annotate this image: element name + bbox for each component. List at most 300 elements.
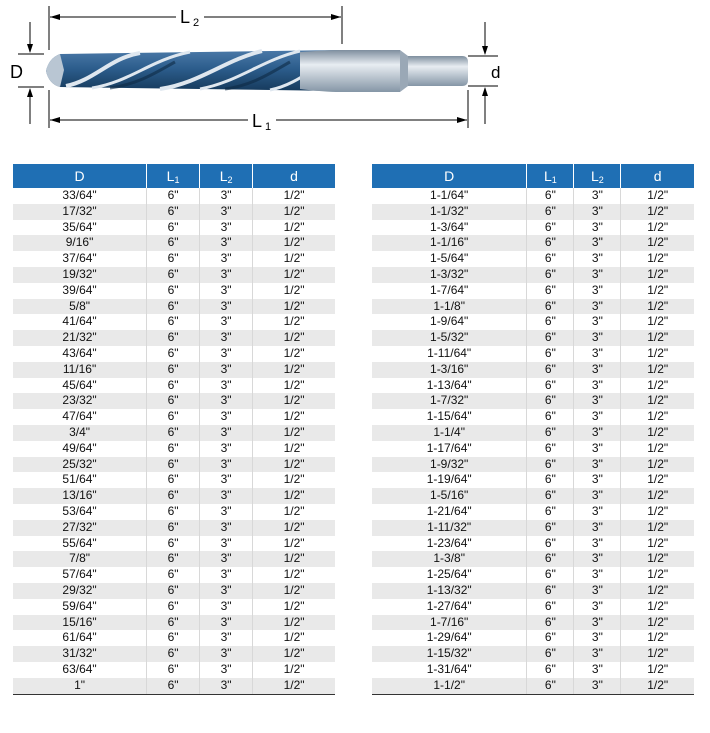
d-label: D bbox=[10, 62, 23, 82]
table-cell: 6" bbox=[147, 567, 200, 583]
table-cell: 3" bbox=[574, 472, 621, 488]
table-cell: 1/2" bbox=[621, 330, 694, 346]
table-cell: 3" bbox=[574, 662, 621, 678]
table-cell: 6" bbox=[147, 346, 200, 362]
table-cell: 6" bbox=[147, 251, 200, 267]
table-row bbox=[372, 330, 694, 346]
table-cell: 1-1/8" bbox=[372, 299, 527, 315]
table-row bbox=[13, 425, 335, 441]
table-cell: 1/2" bbox=[253, 314, 335, 330]
table-cell: 1/2" bbox=[621, 346, 694, 362]
table-cell: 11/16" bbox=[13, 362, 147, 378]
table-cell: 3" bbox=[200, 267, 253, 283]
table-cell: 3" bbox=[200, 251, 253, 267]
table-cell: 6" bbox=[147, 551, 200, 567]
table-row bbox=[13, 393, 335, 409]
d-small-label: d bbox=[491, 63, 501, 82]
table-cell: 1/2" bbox=[621, 567, 694, 583]
table-cell: 6" bbox=[527, 646, 574, 662]
table-cell: 1/2" bbox=[621, 615, 694, 631]
table-cell: 6" bbox=[147, 425, 200, 441]
table-cell: 3" bbox=[574, 267, 621, 283]
table-row bbox=[13, 220, 335, 236]
table-cell: 1-13/64" bbox=[372, 378, 527, 394]
table-cell: 6" bbox=[147, 520, 200, 536]
table-cell: 1/2" bbox=[621, 362, 694, 378]
table-cell: 3" bbox=[574, 330, 621, 346]
table-row bbox=[13, 678, 335, 694]
table-cell: 6" bbox=[147, 220, 200, 236]
table-cell: 1/2" bbox=[253, 393, 335, 409]
table-cell: 1/2" bbox=[253, 520, 335, 536]
table-cell: 1/2" bbox=[621, 536, 694, 552]
table-cell: 3" bbox=[574, 393, 621, 409]
header-cell: $L_2$ bbox=[574, 164, 621, 188]
table-cell: 6" bbox=[147, 615, 200, 631]
table-cell: 1/2" bbox=[621, 409, 694, 425]
table-cell: 1/2" bbox=[253, 457, 335, 473]
table-cell: 15/16" bbox=[13, 615, 147, 631]
table-cell: 1-5/16" bbox=[372, 488, 527, 504]
table-cell: 6" bbox=[147, 409, 200, 425]
table-row bbox=[13, 662, 335, 678]
table-cell: 6" bbox=[527, 188, 574, 204]
table-cell: 3/4" bbox=[13, 425, 147, 441]
table-cell: 3" bbox=[200, 441, 253, 457]
table-cell: 1/2" bbox=[253, 488, 335, 504]
table-cell: 6" bbox=[527, 583, 574, 599]
table-row bbox=[13, 204, 335, 220]
table-cell: 6" bbox=[147, 188, 200, 204]
table-row bbox=[13, 346, 335, 362]
table-cell: 33/64" bbox=[13, 188, 147, 204]
table-cell: 3" bbox=[200, 220, 253, 236]
table-cell: 1-3/32" bbox=[372, 267, 527, 283]
table-cell: 1/2" bbox=[621, 599, 694, 615]
table-row bbox=[372, 235, 694, 251]
table-cell: 6" bbox=[527, 551, 574, 567]
dimensions-table-right bbox=[372, 164, 694, 695]
table-cell: 3" bbox=[200, 646, 253, 662]
table-cell: 3" bbox=[200, 536, 253, 552]
table-cell: 43/64" bbox=[13, 346, 147, 362]
table-row bbox=[372, 567, 694, 583]
d-dimension-right bbox=[468, 22, 500, 124]
table-cell: 17/32" bbox=[13, 204, 147, 220]
table-cell: 3" bbox=[574, 583, 621, 599]
table-cell: 1-7/16" bbox=[372, 615, 527, 631]
table-row bbox=[372, 425, 694, 441]
table-cell: 1/2" bbox=[621, 472, 694, 488]
table-cell: 6" bbox=[147, 441, 200, 457]
table-cell: 1/2" bbox=[253, 204, 335, 220]
table-row bbox=[372, 536, 694, 552]
table-row bbox=[13, 583, 335, 599]
table-cell: 41/64" bbox=[13, 314, 147, 330]
table-cell: 1/2" bbox=[253, 409, 335, 425]
table-cell: 1/2" bbox=[253, 583, 335, 599]
table-cell: 6" bbox=[527, 267, 574, 283]
table-cell: 3" bbox=[574, 299, 621, 315]
table-cell: 1/2" bbox=[621, 583, 694, 599]
table-cell: 3" bbox=[574, 551, 621, 567]
table-row bbox=[372, 678, 694, 694]
table-cell: 1/2" bbox=[621, 504, 694, 520]
table-cell: 6" bbox=[527, 615, 574, 631]
table-cell: 1/2" bbox=[253, 551, 335, 567]
table-cell: 1/2" bbox=[621, 646, 694, 662]
table-header-row bbox=[13, 164, 335, 188]
table-cell: 3" bbox=[200, 362, 253, 378]
table-cell: 3" bbox=[574, 630, 621, 646]
table-row bbox=[372, 520, 694, 536]
table-cell: 6" bbox=[527, 314, 574, 330]
table-row bbox=[372, 615, 694, 631]
table-cell: 1-1/32" bbox=[372, 204, 527, 220]
table-cell: 1/2" bbox=[253, 536, 335, 552]
table-row bbox=[372, 488, 694, 504]
table-cell: 37/64" bbox=[13, 251, 147, 267]
table-row bbox=[372, 362, 694, 378]
table-row bbox=[372, 504, 694, 520]
table-cell: 6" bbox=[147, 330, 200, 346]
table-cell: 3" bbox=[574, 378, 621, 394]
drill-bit bbox=[46, 50, 468, 92]
header-cell: $L_2$ bbox=[200, 164, 253, 188]
table-cell: 47/64" bbox=[13, 409, 147, 425]
table-cell: 3" bbox=[200, 299, 253, 315]
table-row bbox=[13, 457, 335, 473]
table-row bbox=[372, 283, 694, 299]
table-cell: 3" bbox=[574, 504, 621, 520]
table-cell: 1/2" bbox=[253, 662, 335, 678]
table-cell: 6" bbox=[147, 678, 200, 694]
table-cell: 6" bbox=[147, 267, 200, 283]
table-row bbox=[372, 378, 694, 394]
table-cell: 7/8" bbox=[13, 551, 147, 567]
table-cell: 1-11/32" bbox=[372, 520, 527, 536]
table-row bbox=[13, 488, 335, 504]
table-row bbox=[372, 583, 694, 599]
table-cell: 1" bbox=[13, 678, 147, 694]
table-cell: 3" bbox=[200, 662, 253, 678]
table-cell: 3" bbox=[200, 457, 253, 473]
table-cell: 3" bbox=[574, 520, 621, 536]
table-cell: 1-1/16" bbox=[372, 235, 527, 251]
table-cell: 1/2" bbox=[253, 220, 335, 236]
drill-bit-diagram bbox=[0, 0, 710, 160]
table-cell: 6" bbox=[527, 504, 574, 520]
table-cell: 3" bbox=[574, 441, 621, 457]
table-cell: 29/32" bbox=[13, 583, 147, 599]
table-cell: 1/2" bbox=[253, 504, 335, 520]
table-cell: 6" bbox=[527, 299, 574, 315]
table-cell: 1-1/4" bbox=[372, 425, 527, 441]
table-cell: 6" bbox=[527, 283, 574, 299]
header-cell: d bbox=[621, 164, 694, 188]
table-cell: 3" bbox=[200, 520, 253, 536]
table-cell: 6" bbox=[527, 678, 574, 694]
table-cell: 6" bbox=[527, 441, 574, 457]
table-cell: 1/2" bbox=[621, 457, 694, 473]
table-cell: 1-15/32" bbox=[372, 646, 527, 662]
table-cell: 6" bbox=[527, 409, 574, 425]
table-row bbox=[13, 520, 335, 536]
table-cell: 6" bbox=[147, 299, 200, 315]
l2-label-sub: 2 bbox=[193, 17, 200, 29]
table-cell: 1/2" bbox=[253, 346, 335, 362]
table-row bbox=[372, 204, 694, 220]
table-cell: 1/2" bbox=[253, 378, 335, 394]
table-cell: 3" bbox=[574, 188, 621, 204]
table-cell: 3" bbox=[200, 472, 253, 488]
table-cell: 1-23/64" bbox=[372, 536, 527, 552]
table-cell: 3" bbox=[200, 425, 253, 441]
table-header-row bbox=[372, 164, 694, 188]
table-cell: 3" bbox=[200, 678, 253, 694]
table-cell: 1/2" bbox=[253, 472, 335, 488]
table-cell: 1-31/64" bbox=[372, 662, 527, 678]
table-cell: 3" bbox=[574, 409, 621, 425]
table-cell: 6" bbox=[147, 378, 200, 394]
table-cell: 1/2" bbox=[253, 299, 335, 315]
table-cell: 51/64" bbox=[13, 472, 147, 488]
table-cell: 3" bbox=[200, 204, 253, 220]
table-row bbox=[372, 409, 694, 425]
table-cell: 6" bbox=[147, 457, 200, 473]
l2-dimension bbox=[49, 6, 342, 50]
table-row bbox=[13, 299, 335, 315]
table-cell: 1/2" bbox=[253, 425, 335, 441]
table-cell: 3" bbox=[574, 678, 621, 694]
table-cell: 35/64" bbox=[13, 220, 147, 236]
table-cell: 19/32" bbox=[13, 267, 147, 283]
table-cell: 1-13/32" bbox=[372, 583, 527, 599]
table-cell: 6" bbox=[527, 235, 574, 251]
table-cell: 6" bbox=[147, 599, 200, 615]
table-cell: 6" bbox=[527, 204, 574, 220]
table-row bbox=[13, 567, 335, 583]
table-cell: 1-9/64" bbox=[372, 314, 527, 330]
table-cell: 6" bbox=[527, 599, 574, 615]
table-cell: 3" bbox=[574, 314, 621, 330]
table-row bbox=[13, 188, 335, 204]
table-row bbox=[13, 615, 335, 631]
table-row bbox=[13, 283, 335, 299]
table-row bbox=[372, 267, 694, 283]
table-cell: 3" bbox=[574, 536, 621, 552]
table-cell: 1/2" bbox=[253, 362, 335, 378]
table-cell: 6" bbox=[147, 630, 200, 646]
table-cell: 3" bbox=[574, 425, 621, 441]
table-cell: 6" bbox=[527, 520, 574, 536]
table-row bbox=[372, 393, 694, 409]
table-cell: 3" bbox=[200, 630, 253, 646]
table-cell: 1-29/64" bbox=[372, 630, 527, 646]
table-cell: 1/2" bbox=[253, 330, 335, 346]
header-cell: d bbox=[253, 164, 335, 188]
table-cell: 6" bbox=[527, 488, 574, 504]
table-row bbox=[372, 630, 694, 646]
table-cell: 3" bbox=[200, 551, 253, 567]
table-cell: 3" bbox=[574, 567, 621, 583]
table-row bbox=[372, 251, 694, 267]
table-cell: 1/2" bbox=[253, 678, 335, 694]
table-row bbox=[13, 504, 335, 520]
table-cell: 6" bbox=[147, 583, 200, 599]
table-row bbox=[13, 251, 335, 267]
table-cell: 6" bbox=[147, 314, 200, 330]
table-cell: 45/64" bbox=[13, 378, 147, 394]
table-cell: 6" bbox=[527, 425, 574, 441]
table-cell: 6" bbox=[147, 472, 200, 488]
table-row bbox=[372, 299, 694, 315]
table-cell: 1-3/64" bbox=[372, 220, 527, 236]
table-cell: 6" bbox=[527, 567, 574, 583]
table-row bbox=[13, 330, 335, 346]
table-cell: 9/16" bbox=[13, 235, 147, 251]
table-cell: 63/64" bbox=[13, 662, 147, 678]
l1-label-sub: 1 bbox=[265, 121, 272, 133]
table-cell: 6" bbox=[527, 251, 574, 267]
table-row bbox=[372, 314, 694, 330]
table-cell: 1/2" bbox=[621, 267, 694, 283]
table-cell: 1/2" bbox=[253, 235, 335, 251]
table-cell: 6" bbox=[527, 378, 574, 394]
table-cell: 1/2" bbox=[621, 551, 694, 567]
header-cell: D bbox=[372, 164, 527, 188]
table-cell: 6" bbox=[147, 488, 200, 504]
table-cell: 1/2" bbox=[621, 220, 694, 236]
table-cell: 3" bbox=[200, 378, 253, 394]
table-cell: 1-1/2" bbox=[372, 678, 527, 694]
table-cell: 1-21/64" bbox=[372, 504, 527, 520]
table-cell: 1/2" bbox=[621, 441, 694, 457]
table-cell: 1/2" bbox=[621, 314, 694, 330]
table-cell: 6" bbox=[147, 662, 200, 678]
table-cell: 3" bbox=[574, 204, 621, 220]
table-cell: 1/2" bbox=[253, 188, 335, 204]
table-cell: 6" bbox=[147, 393, 200, 409]
table-row bbox=[372, 599, 694, 615]
table-row bbox=[13, 630, 335, 646]
table-cell: 1-5/64" bbox=[372, 251, 527, 267]
table-cell: 3" bbox=[200, 393, 253, 409]
table-cell: 1/2" bbox=[621, 188, 694, 204]
dimensions-table-left bbox=[13, 164, 335, 695]
table-cell: 6" bbox=[147, 536, 200, 552]
table-row bbox=[372, 551, 694, 567]
table-cell: 3" bbox=[574, 220, 621, 236]
table-cell: 1/2" bbox=[253, 251, 335, 267]
table-cell: 3" bbox=[200, 283, 253, 299]
table-cell: 3" bbox=[574, 599, 621, 615]
table-row bbox=[372, 457, 694, 473]
table-cell: 61/64" bbox=[13, 630, 147, 646]
table-cell: 1/2" bbox=[253, 283, 335, 299]
table-cell: 1/2" bbox=[621, 378, 694, 394]
table-cell: 1/2" bbox=[253, 599, 335, 615]
table-cell: 1/2" bbox=[253, 630, 335, 646]
table-cell: 1/2" bbox=[253, 267, 335, 283]
table-cell: 3" bbox=[574, 646, 621, 662]
table-cell: 3" bbox=[200, 235, 253, 251]
header-cell: $L_1$ bbox=[527, 164, 574, 188]
l2-label: L bbox=[180, 7, 191, 27]
table-cell: 1/2" bbox=[621, 204, 694, 220]
table-cell: 3" bbox=[200, 409, 253, 425]
table-cell: 3" bbox=[200, 599, 253, 615]
table-cell: 6" bbox=[527, 362, 574, 378]
table-cell: 6" bbox=[147, 235, 200, 251]
table-cell: 1-25/64" bbox=[372, 567, 527, 583]
table-cell: 27/32" bbox=[13, 520, 147, 536]
table-cell: 1/2" bbox=[621, 678, 694, 694]
table-row bbox=[372, 220, 694, 236]
table-cell: 6" bbox=[527, 630, 574, 646]
table-cell: 3" bbox=[574, 235, 621, 251]
table-row bbox=[13, 409, 335, 425]
table-cell: 21/32" bbox=[13, 330, 147, 346]
table-cell: 3" bbox=[574, 283, 621, 299]
table-row bbox=[13, 362, 335, 378]
table-cell: 1-3/8" bbox=[372, 551, 527, 567]
table-cell: 1/2" bbox=[253, 615, 335, 631]
table-cell: 3" bbox=[574, 457, 621, 473]
table-cell: 49/64" bbox=[13, 441, 147, 457]
table-cell: 3" bbox=[574, 251, 621, 267]
table-cell: 59/64" bbox=[13, 599, 147, 615]
table-row bbox=[13, 441, 335, 457]
table-cell: 6" bbox=[527, 330, 574, 346]
table-row bbox=[13, 646, 335, 662]
table-row bbox=[13, 235, 335, 251]
table-cell: 3" bbox=[574, 362, 621, 378]
table-cell: 6" bbox=[147, 204, 200, 220]
l1-dimension bbox=[49, 90, 468, 133]
table-cell: 3" bbox=[200, 567, 253, 583]
table-row bbox=[13, 472, 335, 488]
table-cell: 1/2" bbox=[621, 251, 694, 267]
table-cell: 1-5/32" bbox=[372, 330, 527, 346]
table-cell: 23/32" bbox=[13, 393, 147, 409]
table-cell: 1/2" bbox=[621, 393, 694, 409]
table-cell: 1/2" bbox=[621, 520, 694, 536]
table-cell: 3" bbox=[574, 615, 621, 631]
d-dimension-left bbox=[10, 22, 44, 124]
table-cell: 1/2" bbox=[621, 235, 694, 251]
table-cell: 3" bbox=[200, 188, 253, 204]
table-cell: 1/2" bbox=[253, 646, 335, 662]
table-cell: 55/64" bbox=[13, 536, 147, 552]
table-cell: 6" bbox=[527, 220, 574, 236]
table-cell: 6" bbox=[147, 504, 200, 520]
header-cell: $L_1$ bbox=[147, 164, 200, 188]
table-cell: 1-19/64" bbox=[372, 472, 527, 488]
table-cell: 6" bbox=[147, 646, 200, 662]
table-cell: 1-9/32" bbox=[372, 457, 527, 473]
table-cell: 1-1/64" bbox=[372, 188, 527, 204]
table-cell: 1/2" bbox=[621, 283, 694, 299]
table-cell: 25/32" bbox=[13, 457, 147, 473]
table-cell: 1/2" bbox=[621, 299, 694, 315]
table-cell: 1/2" bbox=[621, 425, 694, 441]
table-cell: 6" bbox=[147, 283, 200, 299]
l1-label: L bbox=[252, 111, 263, 131]
table-cell: 6" bbox=[527, 393, 574, 409]
table-cell: 3" bbox=[574, 346, 621, 362]
table-cell: 6" bbox=[527, 346, 574, 362]
